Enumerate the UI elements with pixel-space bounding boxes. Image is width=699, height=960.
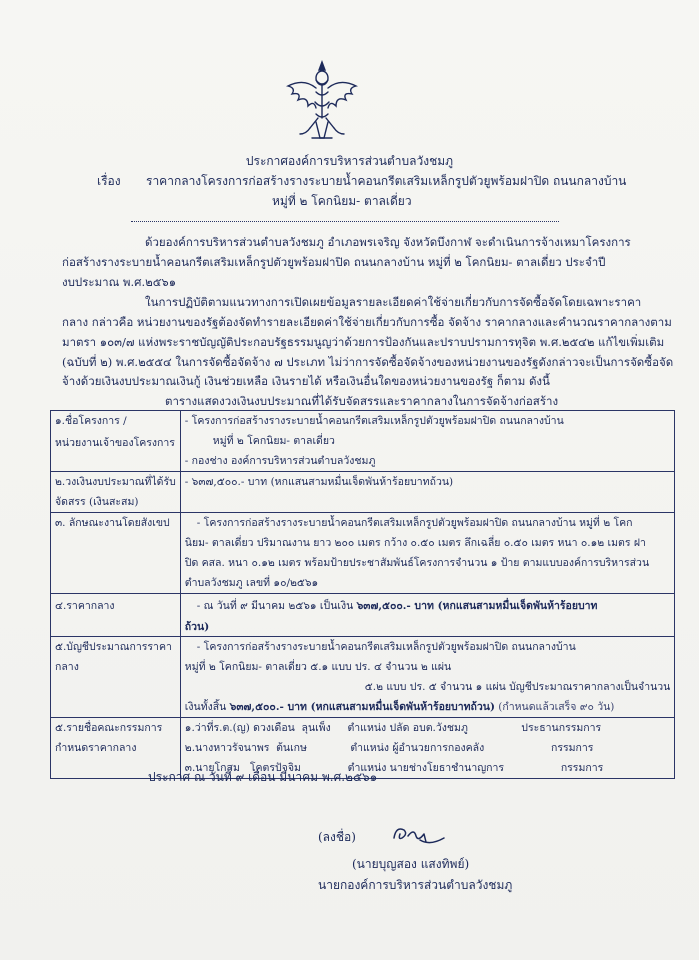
row-label-estimate: ๕.บัญชีประมาณการราคา กลาง bbox=[51, 637, 181, 718]
subject-label: เรื่อง bbox=[97, 174, 121, 188]
row-label-committee: ๕.รายชื่อคณะกรรมการ กำหนดราคากลาง bbox=[51, 718, 181, 779]
paragraph-2-line-2: กลาง กล่าวคือ หน่วยงานของรัฐต้องจัดทำรายละเอียดค่าใช้จ่ายเกี่ยวกับการซื้อ จัดจ้าง ราคากลางและคำนวณราคากลางตาม bbox=[62, 315, 672, 329]
announce-date: ประกาศ ณ วันที่ ๙ เดือน มีนาคม พ.ศ.๒๕๖๑ bbox=[148, 770, 378, 784]
signer-name: (นายบุญสอง แสงทิพย์) bbox=[352, 857, 470, 871]
subject-line-2: หมู่ที่ ๒ โคกนิยม- ตาลเดี่ยว bbox=[272, 194, 412, 208]
row-value-description: - โครงการก่อสร้างรางระบายน้ำคอนกรีตเสริมเหล็กรูปตัวยูพร้อมฝาปิด ถนนกลางบ้าน หมู่ที่ ๒ โคก นิยม- ตาลเดี่ยว ปริมาณงาน ยาว ๒๐๐ เมตร กว้าง ๐.๕๐ เมตร ลึกเฉลี่ย ๐.๕๐ เมตร หนา ๐.๑๒ เมตร ฝา ปิด คสล. หนา ๐.๑๒ เมตร พร้อมป้ายประชาสัมพันธ์โครงการจำนวน ๑ ป้าย ตามแบบองค์การบริหารส่วน ตำบลวังชมภู เลขที่ ๑๐/๒๕๖๑ bbox=[180, 513, 675, 594]
row-label-description: ๓. ลักษณะงานโดยสังเขป bbox=[51, 513, 181, 594]
paragraph-1-line-3: งบประมาณ พ.ศ.๒๕๖๑ bbox=[62, 275, 177, 289]
paragraph-1-line-2: ก่อสร้างรางระบายน้ำคอนกรีตเสริมเหล็กรูปตัวยูพร้อมฝาปิด ถนนกลางบ้าน หมู่ที่ ๒ โคกนิยม- ตาลเดี่ยว ประจำปี bbox=[62, 255, 606, 269]
row-value-median-price: - ณ วันที่ ๙ มีนาคม ๒๕๖๑ เป็นเงิน ๖๓๗,๕๐๐.- บาท (หกแสนสามหมื่นเจ็ดพันห้าร้อยบาท ถ้วน) bbox=[180, 594, 675, 637]
row-value-estimate: - โครงการก่อสร้างรางระบายน้ำคอนกรีตเสริมเหล็กรูปตัวยูพร้อมฝาปิด ถนนกลางบ้าน หมู่ที่ ๒ โคกนิยม- ตาลเดี่ยว ๕.๑ แบบ ปร. ๔ จำนวน ๒ แผ่น ๕.๒ แบบ ปร. ๕ จำนวน ๑ แผ่น บัญชีประมาณราคากลางเป็นจำนวน เงินทั้งสิ้น ๖๓๗,๕๐๐.- บาท (หกแสนสามหมื่นเจ็ดพันห้าร้อยบาทถ้วน) (กำหนดแล้วเสร็จ ๙๐ วัน) bbox=[180, 637, 675, 718]
row-value-project: - โครงการก่อสร้างรางระบายน้ำคอนกรีตเสริมเหล็กรูปตัวยูพร้อมฝาปิด ถนนกลางบ้าน หมู่ที่ ๒ โคกนิยม- ตาลเดี่ยว - กองช่าง องค์การบริหารส่วนตำบลวังชมภู bbox=[180, 411, 675, 472]
row-label-budget: ๒.วงเงินงบประมาณที่ได้รับ จัดสรร (เงินสะสม) bbox=[51, 472, 181, 513]
row-label-median-price: ๔.ราคากลาง bbox=[51, 594, 181, 637]
table-row bbox=[51, 637, 675, 718]
table-caption: ตารางแสดงวงเงินงบประมาณที่ได้รับจัดสรรและราคากลางในการจัดจ้างก่อสร้าง bbox=[165, 394, 559, 408]
table-row bbox=[51, 594, 675, 637]
paragraph-1-line-1: ด้วยองค์การบริหารส่วนตำบลวังชมภู อำเภอพรเจริญ จังหวัดบึงกาฬ จะดำเนินการจ้างเหมาโครงการ bbox=[145, 235, 631, 249]
signature-icon bbox=[390, 820, 450, 848]
sign-label: (ลงชื่อ) bbox=[318, 830, 356, 844]
price-table bbox=[50, 410, 675, 779]
divider-dotted bbox=[131, 221, 559, 222]
signer-title: นายกองค์การบริหารส่วนตำบลวังชมภู bbox=[318, 878, 513, 892]
paragraph-2-line-3: มาตรา ๑๐๓/๗ แห่งพระราชบัญญัติประกอบรัฐธรรมนูญว่าด้วยการป้องกันและปราบปรามการทุจิต พ.ศ.๒๕๔๒ แก้ไขเพิ่มเติม bbox=[62, 335, 665, 349]
garuda-emblem-icon bbox=[282, 58, 362, 143]
paragraph-2-line-1: ในการปฏิบัติตามแนวทางการเปิดเผยข้อมูลรายละเอียดค่าใช้จ่ายเกี่ยวกับการจัดซื้อจัดโดยเฉพาะราคา bbox=[145, 295, 642, 309]
paragraph-2-line-4: (ฉบับที่ ๒) พ.ศ.๒๕๕๔ ในการจัดซื้อจัดจ้าง ๗ ประเภท ไม่ว่าการจัดซื้อจัดจ้างของหน่วยงานของรัฐดังกล่าวจะเป็นการจัดซื้อจัด bbox=[62, 355, 674, 369]
row-value-committee: ๑.ว่าที่ร.ต.(ญ) ดวงเดือน ลุนเพ็ง ตำแหน่ง ปลัด อบต.วังชมภู ประธานกรรมการ ๒.นางหาวรัจนาพร ต้นเกษ ตำแหน่ง ผู้อำนวยการกองคลัง กรรมการ ๓.นายโกสม โคตรปัจจิม ตำแหน่ง นายช่างโยธาชำนาญการ กรรมการ bbox=[180, 718, 675, 779]
announcement-heading: ประกาศองค์การบริหารส่วนตำบลวังชมภู bbox=[245, 154, 454, 168]
table-row bbox=[51, 411, 675, 472]
table-row bbox=[51, 472, 675, 513]
row-label-project: ๑.ชื่อโครงการ / หน่วยงานเจ้าของโครงการ bbox=[51, 411, 181, 472]
row-value-budget: - ๖๓๗,๕๐๐.- บาท (หกแสนสามหมื่นเจ็ดพันห้าร้อยบาทถ้วน) bbox=[180, 472, 675, 513]
subject-line-1: ราคากลางโครงการก่อสร้างรางระบายน้ำคอนกรีตเสริมเหล็กรูปตัวยูพร้อมฝาปิด ถนนกลางบ้าน bbox=[146, 174, 627, 188]
paragraph-2-line-5: จ้างด้วยเงินงบประมาณเงินกู้ เงินช่วยเหลือ เงินรายได้ หรือเงินอื่นใดของหน่วยงานของรัฐ ก็ตาม ดังนี้ bbox=[62, 374, 550, 388]
table-row bbox=[51, 513, 675, 594]
